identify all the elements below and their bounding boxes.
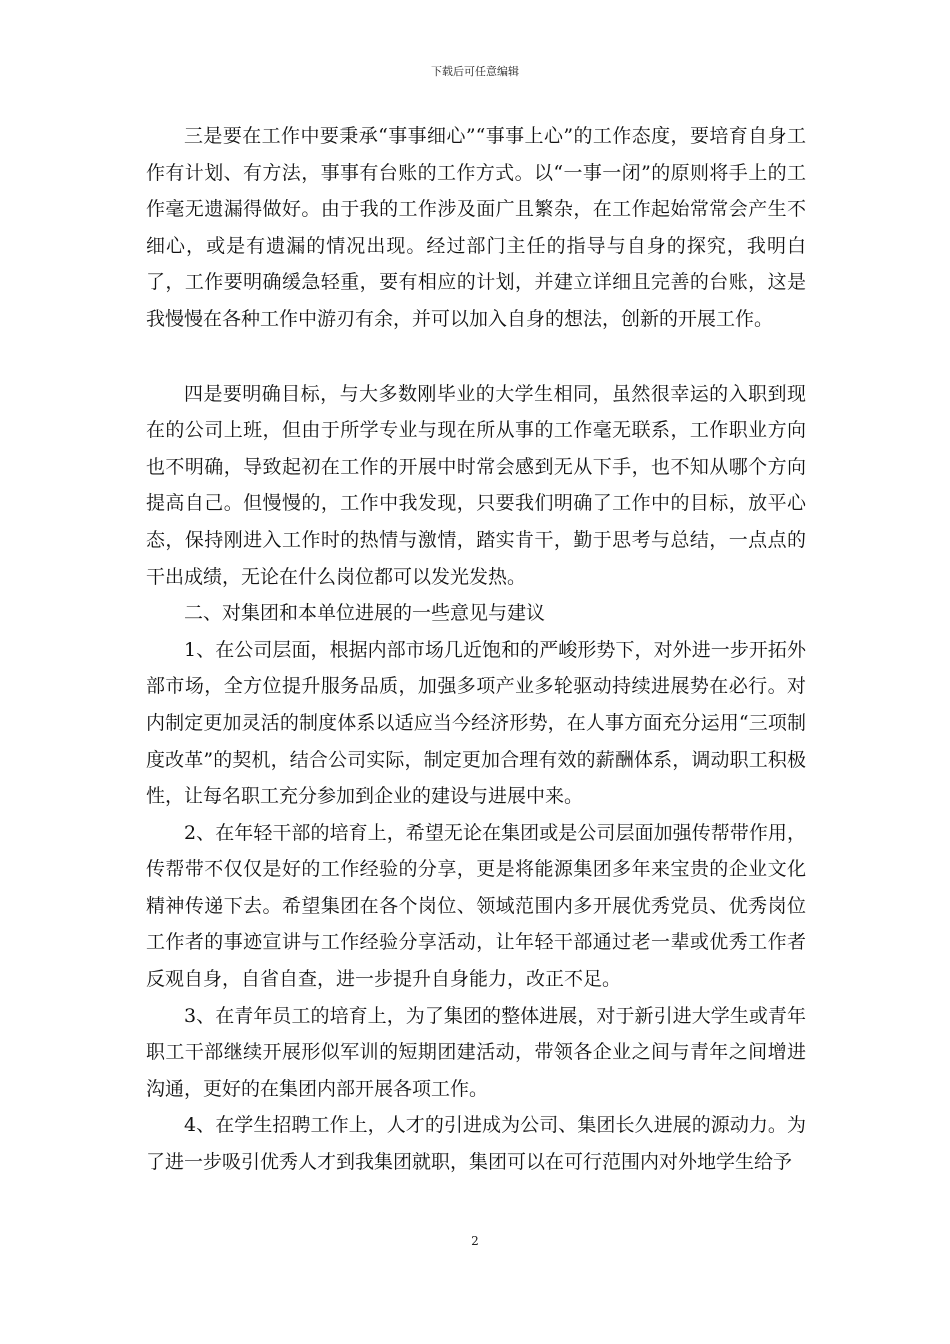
page-number: 2: [471, 1234, 479, 1248]
paragraph-young-cadres: 2、在年轻干部的培育上，希望无论在集团或是公司层面加强传帮带作用，传帮带不仅仅是好的工作经验的分享，更是将能源集团多年来宝贵的企业文化精神传递下去。希望集团在各个岗位、领域范围内多开展优秀党员、优秀岗位工作者的事迹宣讲与工作经验分享活动，让年轻干部通过老一辈或优秀工作者反观自身，自省自查，进一步提升自身能力，改正不足。: [146, 821, 806, 991]
paragraph-recruitment: 4、在学生招聘工作上，人才的引进成为公司、集团长久进展的源动力。为了进一步吸引优秀人才到我集团就职，集团可以在可行范围内对外地学生给予: [146, 1114, 806, 1174]
paragraph-attitude: 三是要在工作中要秉承“事事细心”“事事上心”的工作态度，要培育自身工作有计划、有方法，事事有台账的工作方式。以“一事一闭”的原则将手上的工作毫无遗漏得做好。由于我的工作涉及面广且繁杂，在工作起始常常会产生不细心，或是有遗漏的情况出现。经过部门主任的指导与自身的探究，我明白了，工作要明确缓急轻重，要有相应的计划，并建立详细且完善的台账，这是我慢慢在各种工作中游刃有余，并可以加入自身的想法，创新的开展工作。: [146, 125, 806, 330]
page-header: 下载后可任意编辑: [431, 65, 519, 78]
paragraph-young-employees: 3、在青年员工的培育上，为了集团的整体进展，对于新引进大学生或青年职工干部继续开展形似军训的短期团建活动，带领各企业之间与青年之间增进沟通，更好的在集团内部开展各项工作。: [146, 1004, 806, 1100]
paragraph-goals: 四是要明确目标，与大多数刚毕业的大学生相同，虽然很幸运的入职到现在的公司上班，但由于所学专业与现在所从事的工作毫无联系，工作职业方向也不明确，导致起初在工作的开展中时常会感到无从下手，也不知从哪个方向提高自己。但慢慢的，工作中我发现，只要我们明确了工作中的目标，放平心态，保持刚进入工作时的热情与激情，踏实肯干，勤于思考与总结，一点点的干出成绩，无论在什么岗位都可以发光发热。: [146, 382, 806, 588]
document-body: [146, 118, 806, 1181]
paragraph-company-level: 1、在公司层面，根据内部市场几近饱和的严峻形势下，对外进一步开拓外部市场，全方位提升服务品质，加强多项产业多轮驱动持续进展势在必行。对内制定更加灵活的制度体系以适应当今经济形势，在人事方面充分运用“三项制度改革”的契机，结合公司实际，制定更加合理有效的薪酬体系，调动职工积极性，让每名职工充分参加到企业的建设与进展中来。: [146, 638, 806, 808]
section-heading-suggestions: 二、对集团和本单位进展的一些意见与建议: [184, 602, 546, 625]
